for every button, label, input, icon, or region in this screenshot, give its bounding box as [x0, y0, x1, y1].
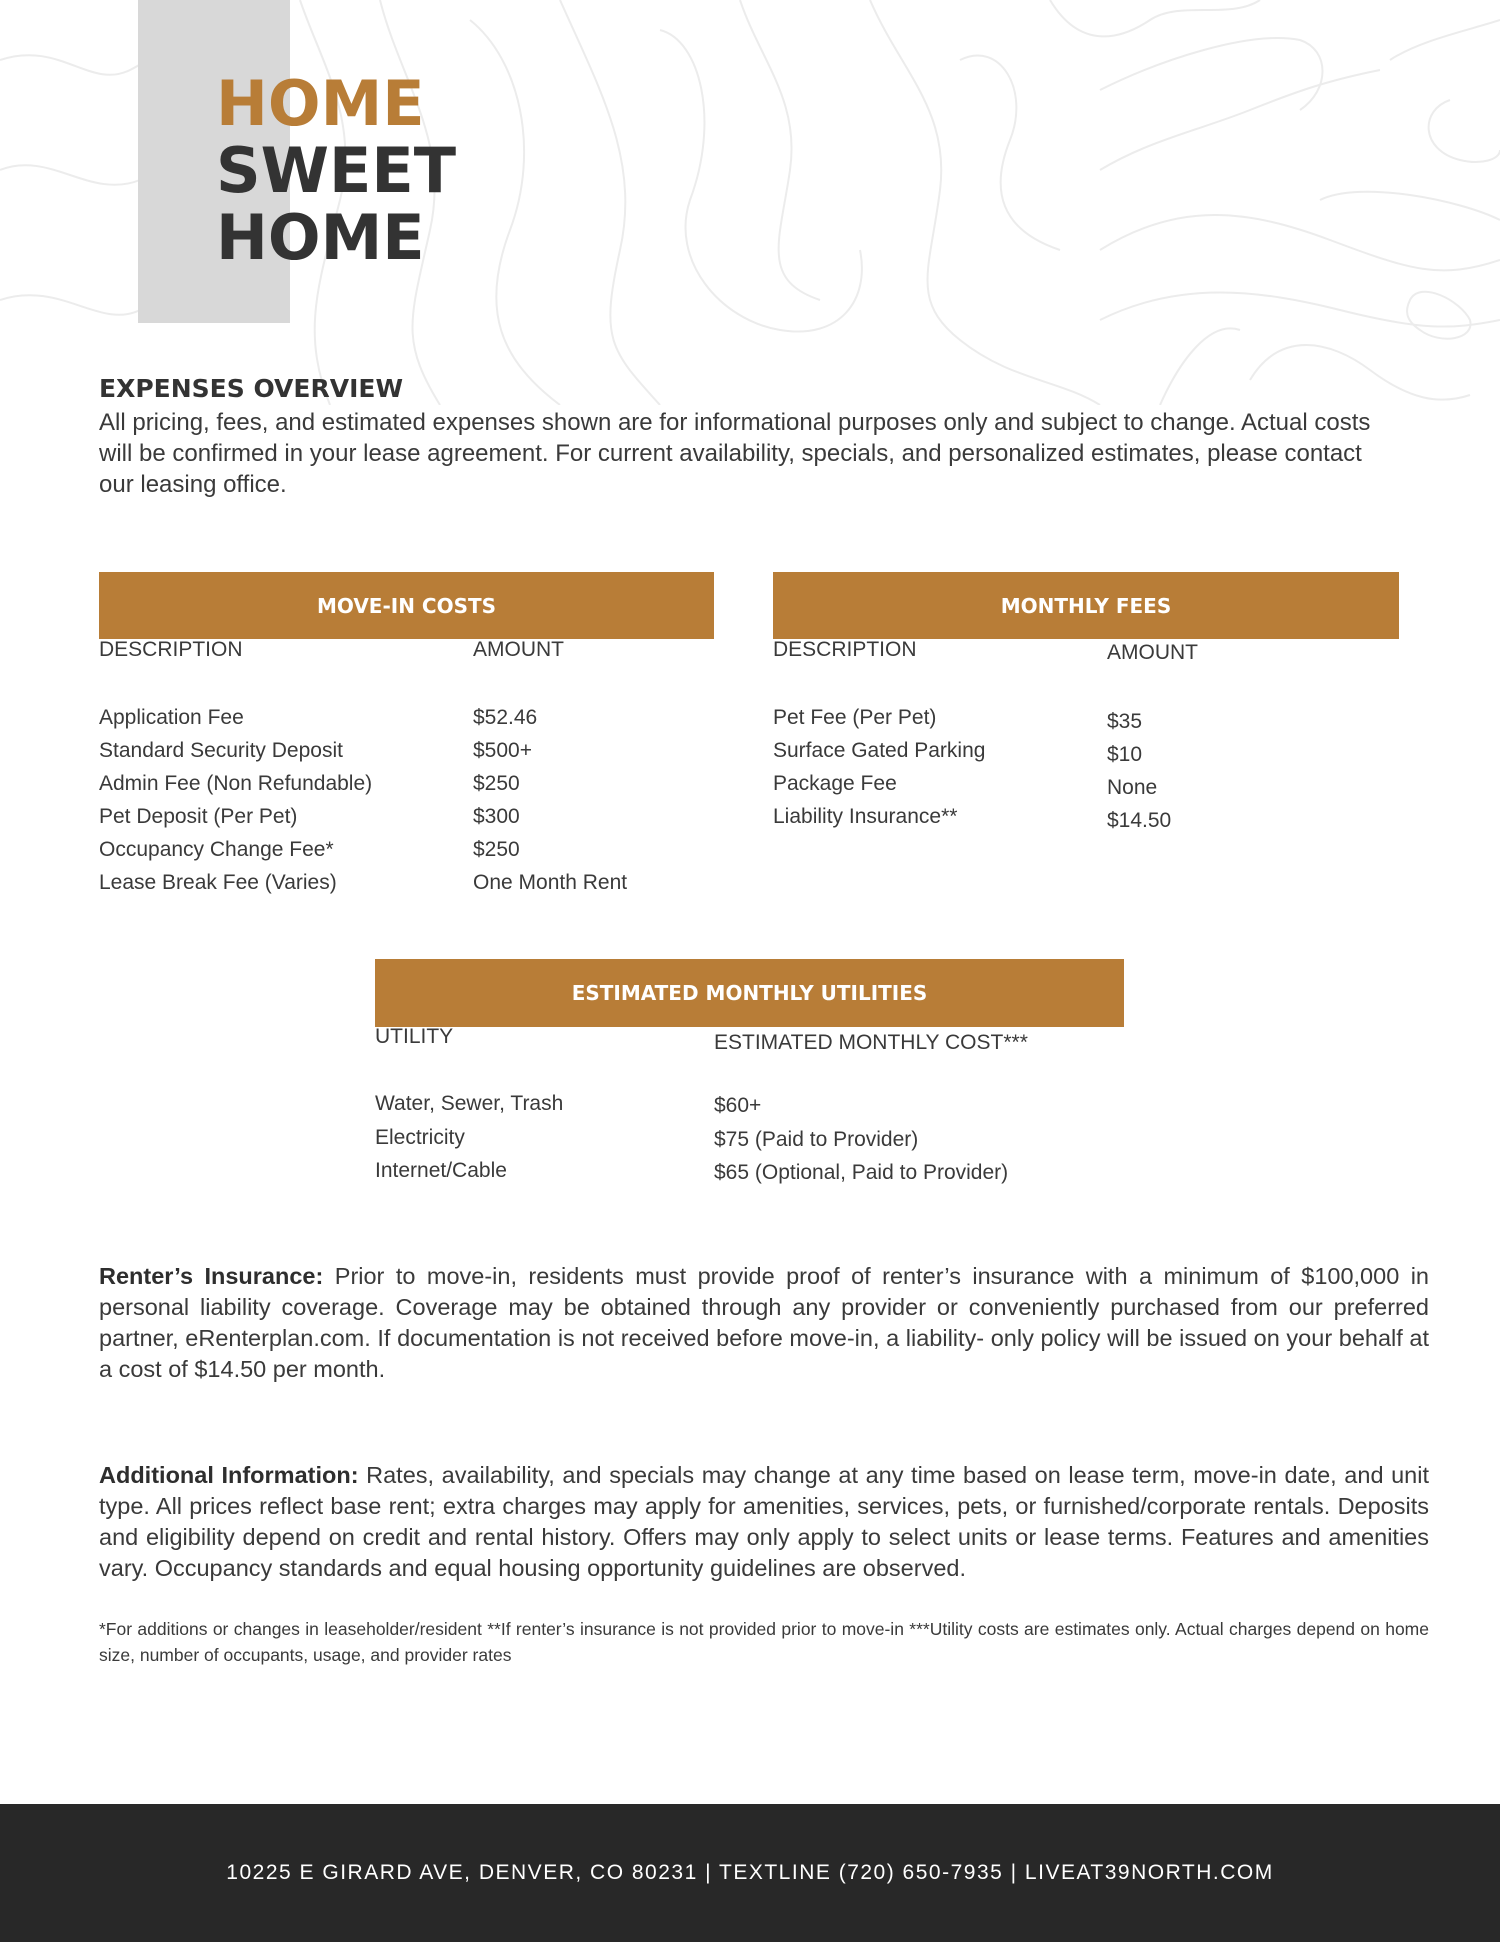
hero-title	[216, 67, 457, 274]
renters-insurance-paragraph	[99, 1261, 1429, 1385]
footnote: *For additions or changes in leaseholder/resident **If renter’s insurance is not provided prior to move-in ***Utility costs are estimates only. Actual charges depend on home size, number of occupants, usage, and provider rates	[99, 1619, 1429, 1665]
utilities-col-cost: ESTIMATED MONTHLY COST***	[714, 1031, 1028, 1054]
monthly-fees-header: MONTHLY FEES	[773, 572, 1399, 639]
additional-info-paragraph	[99, 1460, 1429, 1584]
move-in-row-amount: $52.46	[473, 706, 538, 729]
monthly-row-description: Package Fee	[773, 772, 897, 795]
move-in-row-amount: $500+	[473, 739, 532, 762]
monthly-row-amount: None	[1107, 776, 1158, 799]
move-in-row-amount: $250	[473, 838, 520, 861]
footer-bar	[0, 1804, 1500, 1942]
monthly-row-description: Liability Insurance**	[773, 805, 958, 828]
monthly-row-amount: $35	[1107, 710, 1143, 733]
hero-line-1: HOME	[216, 67, 425, 140]
monthly-row-amount: $14.50	[1107, 809, 1172, 832]
additional-info-label: Additional Information:	[99, 1462, 359, 1488]
section-title: EXPENSES OVERVIEW	[99, 374, 404, 403]
hero-line-2: SWEET	[216, 134, 457, 207]
move-in-row-description: Occupancy Change Fee*	[99, 838, 334, 861]
move-in-col-amount: AMOUNT	[473, 638, 564, 661]
footer-contact-info: 10225 E GIRARD AVE, DENVER, CO 80231 | TEXTLINE (720) 650-7935 | LIVEAT39NORTH.COM	[226, 1861, 1274, 1884]
monthly-col-amount: AMOUNT	[1107, 641, 1198, 664]
monthly-row-description: Surface Gated Parking	[773, 739, 986, 762]
utility-row-amount: $65 (Optional, Paid to Provider)	[714, 1161, 1009, 1184]
utilities-col-utility: UTILITY	[375, 1025, 454, 1048]
move-in-costs-header: MOVE-IN COSTS	[99, 572, 714, 639]
move-in-row-description: Standard Security Deposit	[99, 739, 343, 762]
utility-row-amount: $75 (Paid to Provider)	[714, 1127, 919, 1151]
utility-row-amount: $60+	[714, 1094, 762, 1117]
move-in-row-description: Application Fee	[99, 706, 244, 729]
utility-row-description: Internet/Cable	[375, 1159, 507, 1182]
monthly-col-description: DESCRIPTION	[773, 638, 917, 661]
utility-row-description: Water, Sewer, Trash	[375, 1092, 564, 1115]
overview-text: All pricing, fees, and estimated expenses shown are for informational purposes only and subject to change. Actual costs will be confirmed in your lease agreement. For current availability, specials, and personalized estimates, please contact our leasing office.	[99, 409, 1371, 498]
move-in-col-description: DESCRIPTION	[99, 638, 243, 661]
move-in-row-amount: One Month Rent	[473, 871, 628, 894]
move-in-row-amount: $250	[473, 772, 520, 795]
move-in-row-description: Lease Break Fee (Varies)	[99, 871, 337, 894]
renters-insurance-text: Prior to move-in, residents must provide proof of renter’s insurance with a minimum of $100,000 in personal liability coverage. Coverage may be obtained through any provider or conveniently purchased from our preferred partner, eRenterplan.com. If documentation is not received before move-in, a liability- only policy will be issued on your behalf at a cost of $14.50 per month.	[99, 1263, 1429, 1382]
monthly-row-description: Pet Fee (Per Pet)	[773, 706, 937, 729]
move-in-row-description: Pet Deposit (Per Pet)	[99, 805, 298, 828]
renters-insurance-label: Renter’s Insurance:	[99, 1263, 324, 1289]
move-in-row-description: Admin Fee (Non Refundable)	[99, 772, 373, 795]
monthly-row-amount: $10	[1107, 743, 1143, 766]
hero-line-3: HOME	[216, 201, 425, 274]
utility-row-description: Electricity	[375, 1125, 465, 1149]
utilities-header: ESTIMATED MONTHLY UTILITIES	[375, 959, 1124, 1027]
move-in-row-amount: $300	[473, 805, 520, 828]
additional-info-text: Rates, availability, and specials may change at any time based on lease term, move-in date, and unit type. All prices reflect base rent; extra charges may apply for amenities, services, pets, or furnished/corporate rentals. Deposits and eligibility depend on credit and rental history. Offers may only apply to select units or lease terms. Features and amenities vary. Occupancy standards and equal housing opportunity guidelines are observed.	[99, 1462, 1429, 1581]
